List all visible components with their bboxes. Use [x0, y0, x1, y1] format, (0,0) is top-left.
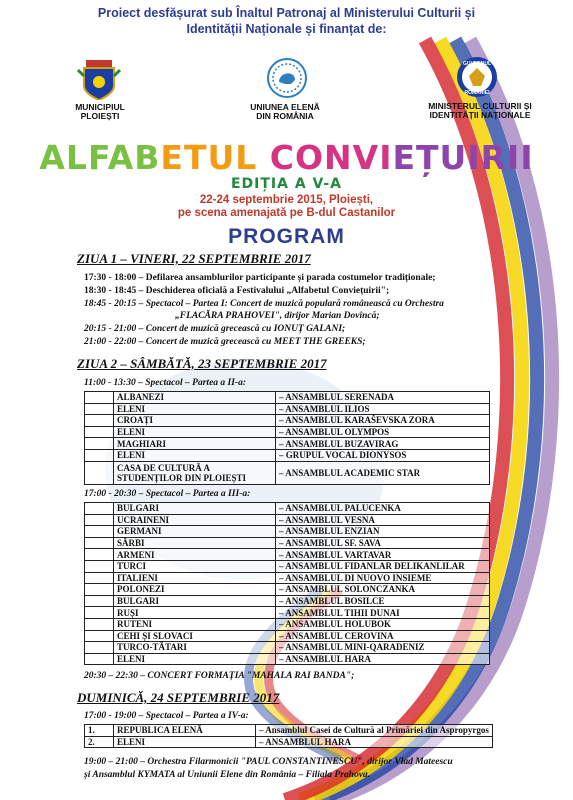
table-row [85, 736, 493, 748]
table-row [85, 595, 490, 607]
table-row [85, 438, 490, 450]
logo-label-uniunea-1: UNIUNEA ELENĂ [250, 102, 320, 112]
table-row [85, 630, 490, 642]
table-row [85, 572, 490, 584]
table-cell-blank [85, 526, 114, 538]
table-cell: – ANSAMBLUL VARTAVAR [276, 549, 490, 561]
part3-label: 17:00 - 20:30 – Spectacol – Partea a III-a: [84, 489, 251, 499]
table-cell: – ANSAMBLUL KARAŠEVSKA ZORA [276, 415, 490, 427]
closing-line-2: și Ansamblul KYMATA al Uniunii Elene din România – Filiala Prahova. [84, 770, 371, 780]
table-cell: CASA DE CULTURĂ A [117, 462, 210, 473]
table-row [85, 549, 490, 561]
table-cell-blank [85, 572, 114, 584]
table-cell: – ANSAMBLUL CEROVINA [276, 630, 490, 642]
table-cell: BULGARI [114, 503, 276, 515]
day1-item-2: 18:30 - 18:45 – Deschiderea oficială a Festivalului „Alfabetul Conviețuirii"; [84, 286, 390, 296]
header-line-1: Proiect desfășurat sub Înaltul Patronaj al Ministerului Culturii și [97, 6, 476, 20]
table-cell: – GRUPUL VOCAL DIONYSOS [276, 449, 490, 461]
logo-label-minister-1: MINISTERUL CULTURII ȘI [428, 101, 532, 111]
emblem-text-bottom: ROMÂNIEI [464, 90, 490, 96]
program-heading: PROGRAM [228, 225, 345, 248]
government-emblem-icon [455, 56, 499, 98]
table-cell: BULGARI [114, 595, 276, 607]
table-cell: – ANSAMBLUL PALUCENKA [276, 503, 490, 515]
table-row [85, 607, 490, 619]
day3-heading: DUMINICĂ, 24 SEPTEMBRIE 2017 [77, 690, 280, 705]
table-cell-blank [85, 415, 114, 427]
event-date-line-2: pe scena amenajată pe B-dul Castanilor [177, 207, 396, 219]
table-cell-blank [85, 392, 114, 404]
table-cell: ELENI [114, 449, 276, 461]
table-cell-blank [85, 653, 114, 665]
table-cell: REPUBLICA ELENĂ [114, 725, 256, 737]
table-cell: – ANSAMBLUL ILIOS [276, 403, 490, 415]
table-row [85, 618, 490, 630]
table-cell: – ANSAMBLUL ENZIAN [276, 526, 490, 538]
table-cell: – ANSAMBLUL MINI-QARADENIZ [276, 642, 490, 654]
table-row [85, 403, 490, 415]
table-cell: SÂRBI [114, 537, 276, 549]
table-cell: CEHI ȘI SLOVACI [114, 630, 276, 642]
table-cell: ARMENI [114, 549, 276, 561]
table-cell: – ANSAMBLUL FIDANLAR DELIKANLILAR [276, 560, 490, 572]
day1-item-3: 18:45 - 20:15 – Spectacol – Partea I: Concert de muzică populară românească cu Orchestra [84, 299, 444, 309]
day1-item-3-cont: „FLACĂRA PRAHOVEI", dirijor Marian Dovîncă; [175, 311, 380, 321]
table-row [85, 584, 490, 596]
table-cell: – ANSAMBLUL TIHII DUNAI [276, 607, 490, 619]
logo-label-minister-2: IDENTITĂȚII NAȚIONALE [429, 110, 531, 120]
part4-label: 17:00 - 19:00 – Spectacol – Partea a IV-a: [84, 711, 249, 721]
table-row [85, 642, 490, 654]
table-cell: – ANSAMBLUL OLYMPOS [276, 426, 490, 438]
table-cell-blank [85, 584, 114, 596]
table-cell-blank [85, 642, 114, 654]
table-cell: POLONEZI [114, 584, 276, 596]
table-cell: ITALIENI [114, 572, 276, 584]
part3-table [84, 502, 490, 665]
table-cell-blank [85, 595, 114, 607]
table-cell: RUTENI [114, 618, 276, 630]
table-cell-blank [85, 560, 114, 572]
table-cell: ELENI [114, 653, 276, 665]
day1-item-4: 20:15 - 21:00 – Concert de muzică grecească cu IONUȚ GALANI; [84, 324, 346, 334]
table-cell: – ANSAMBLUL SF. SAVA [276, 537, 490, 549]
helmet-emblem-icon [267, 58, 307, 98]
table-cell: – ANSAMBLUL BOSILCE [276, 595, 490, 607]
table-cell-blank [85, 403, 114, 415]
header-line-2: Identității Naționale și finanțat de: [186, 22, 387, 36]
table-row [85, 449, 490, 461]
day2-concert: 20:30 – 22:30 – CONCERT FORMAȚIA "MAHALA RAI BANDA"; [84, 671, 355, 681]
table-cell-blank [85, 537, 114, 549]
table-cell-blank [85, 618, 114, 630]
table-cell: 2. [85, 736, 114, 748]
table-cell-blank [85, 503, 114, 515]
festival-title: ALFABETUL CONVIEȚUIRII [39, 138, 534, 177]
event-date-line-1: 22-24 septembrie 2015, Ploiești, [199, 194, 374, 206]
table-cell: CROAȚI [114, 415, 276, 427]
logo-label-ploiesti-2: PLOIEȘTI [80, 111, 120, 121]
table-row [85, 537, 490, 549]
table-row [85, 725, 493, 737]
part2-label: 11:00 - 13:30 – Spectacol – Partea a II-a: [84, 378, 247, 388]
table-cell: – ANSAMBLUL SOLONCZANKA [276, 584, 490, 596]
table-cell: ELENI [114, 403, 276, 415]
part2-table [84, 391, 490, 485]
part4-table [84, 724, 493, 748]
table-cell: – ANSAMBLUL SERENADA [276, 392, 490, 404]
table-row [85, 392, 490, 404]
table-cell: ELENI [114, 426, 276, 438]
day1-heading: ZIUA 1 – VINERI, 22 SEPTEMBRIE 2017 [77, 251, 311, 266]
table-cell: – Ansamblul Casei de Cultură al Primăriei din Aspropyrgos [256, 725, 493, 737]
coat-of-arms-icon [74, 60, 124, 100]
table-cell: 1. [85, 725, 114, 737]
table-cell: – ANSAMBLUL VESNA [276, 514, 490, 526]
table-row [85, 461, 490, 484]
table-row [85, 415, 490, 427]
table-row [85, 514, 490, 526]
day1-item-1: 17:30 - 18:00 – Defilarea ansamblurilor participante și parada costumelor tradiționale; [84, 273, 436, 283]
closing-line-1: 19:00 – 21:00 – Orchestra Filarmonicii "PAUL CONSTANTINESCU", dirijor Vlad Mateescu [84, 757, 453, 767]
edition-subtitle: EDIȚIA A V-A [230, 176, 343, 192]
table-cell: ALBANEZI [114, 392, 276, 404]
day2-heading: ZIUA 2 – SÂMBĂTĂ, 23 SEPTEMBRIE 2017 [77, 356, 327, 371]
table-cell-blank [85, 549, 114, 561]
table-cell: RUȘI [114, 607, 276, 619]
table-cell-blank [85, 426, 114, 438]
table-row [85, 426, 490, 438]
table-cell-blank [85, 449, 114, 461]
table-cell: STUDENȚILOR DIN PLOIEȘTI [117, 472, 247, 483]
logo-label-uniunea-2: DIN ROMÂNIA [256, 111, 314, 121]
table-cell: – ANSAMBLUL DI NUOVO INSIEME [276, 572, 490, 584]
table-cell-blank [85, 514, 114, 526]
logo-label-ploiesti-1: MUNICIPIUL [75, 102, 125, 112]
table-cell-blank [85, 630, 114, 642]
emblem-text-top: GUVERNUL [462, 61, 492, 67]
table-cell: – ANSAMBLUL HARA [256, 736, 493, 748]
table-row [85, 503, 490, 515]
table-cell: TURCO-TĂTARI [114, 642, 276, 654]
table-cell-blank [85, 607, 114, 619]
table-cell: MAGHIARI [114, 438, 276, 450]
table-row [85, 560, 490, 572]
table-cell: – ANSAMBLUL HOLUBOK [276, 618, 490, 630]
table-cell: – ANSAMBLUL ACADEMIC STAR [276, 461, 490, 484]
table-cell: – ANSAMBLUL HARA [276, 653, 490, 665]
table-cell: – ANSAMBLUL BUZAVIRAG [276, 438, 490, 450]
day1-item-5: 21:00 - 22:00 – Concert de muzică grecească cu MEET THE GREEKS; [84, 337, 366, 347]
table-row [85, 526, 490, 538]
table-cell: UCRAINENI [114, 514, 276, 526]
table-cell: GERMANI [114, 526, 276, 538]
table-cell: TURCI [114, 560, 276, 572]
table-cell-blank [85, 438, 114, 450]
table-cell: ELENI [114, 736, 256, 748]
table-row [85, 653, 490, 665]
